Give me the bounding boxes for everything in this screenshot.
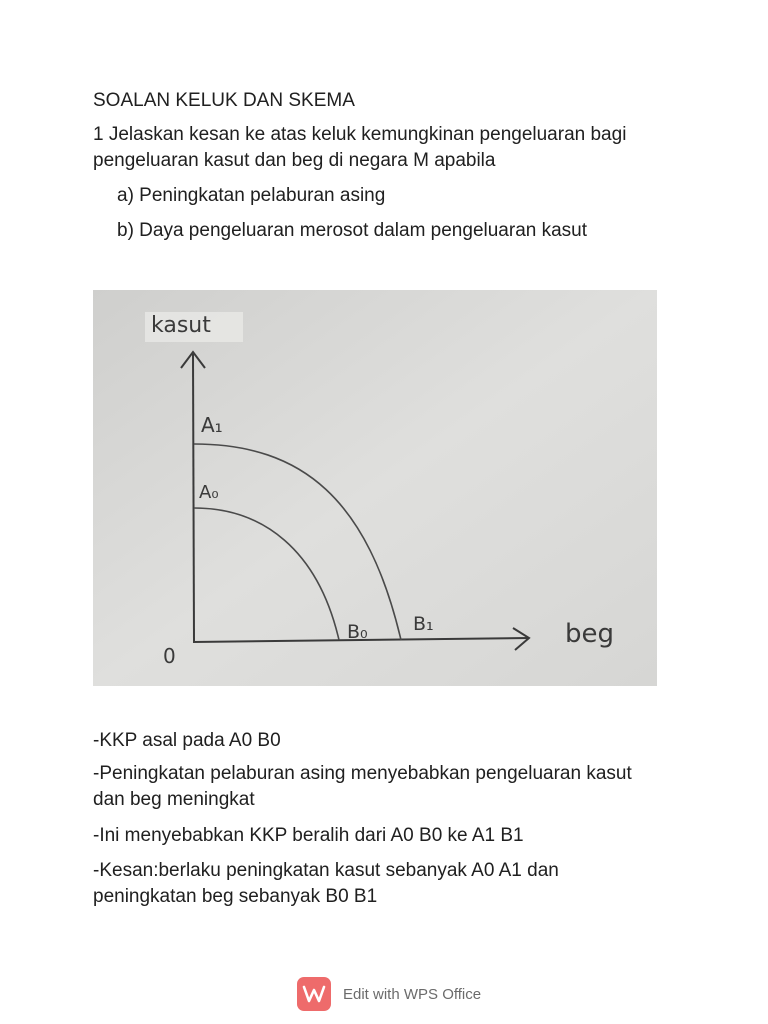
question-line-2: pengeluaran kasut dan beg di negara M apabila: [93, 150, 496, 171]
y-axis: [193, 354, 194, 642]
document-heading: SOALAN KELUK DAN SKEMA: [93, 90, 355, 111]
point-a1-label: A₁: [201, 413, 223, 437]
answer-line-3: dan beg meningkat: [93, 789, 255, 810]
question-part-a: a) Peningkatan pelaburan asing: [117, 185, 386, 206]
y-axis-label: kasut: [151, 313, 211, 338]
answer-line-5: -Kesan:berlaku peningkatan kasut sebanyak A0 A1 dan: [93, 860, 559, 881]
answer-line-1: -KKP asal pada A0 B0: [93, 730, 281, 751]
ppc-diagram-photo: [93, 290, 657, 686]
answer-line-6: peningkatan beg sebanyak B0 B1: [93, 886, 378, 907]
wps-footer[interactable]: [297, 977, 481, 1011]
wps-w-icon: [297, 977, 331, 1011]
x-axis-label: beg: [565, 619, 615, 649]
question-line-1: 1 Jelaskan kesan ke atas keluk kemungkinan pengeluaran bagi: [93, 124, 627, 145]
wps-footer-label[interactable]: Edit with WPS Office: [343, 985, 482, 1003]
point-b1-label: B₁: [413, 613, 434, 635]
origin-label: 0: [163, 644, 176, 668]
ppc-diagram: [93, 290, 657, 686]
point-a0-label: A₀: [199, 482, 219, 503]
question-part-b: b) Daya pengeluaran merosot dalam pengeluaran kasut: [117, 220, 588, 241]
point-b0-label: B₀: [347, 621, 368, 643]
answer-line-4: -Ini menyebabkan KKP beralih dari A0 B0 ke A1 B1: [93, 825, 524, 846]
answer-line-2: -Peningkatan pelaburan asing menyebabkan pengeluaran kasut: [93, 763, 632, 784]
